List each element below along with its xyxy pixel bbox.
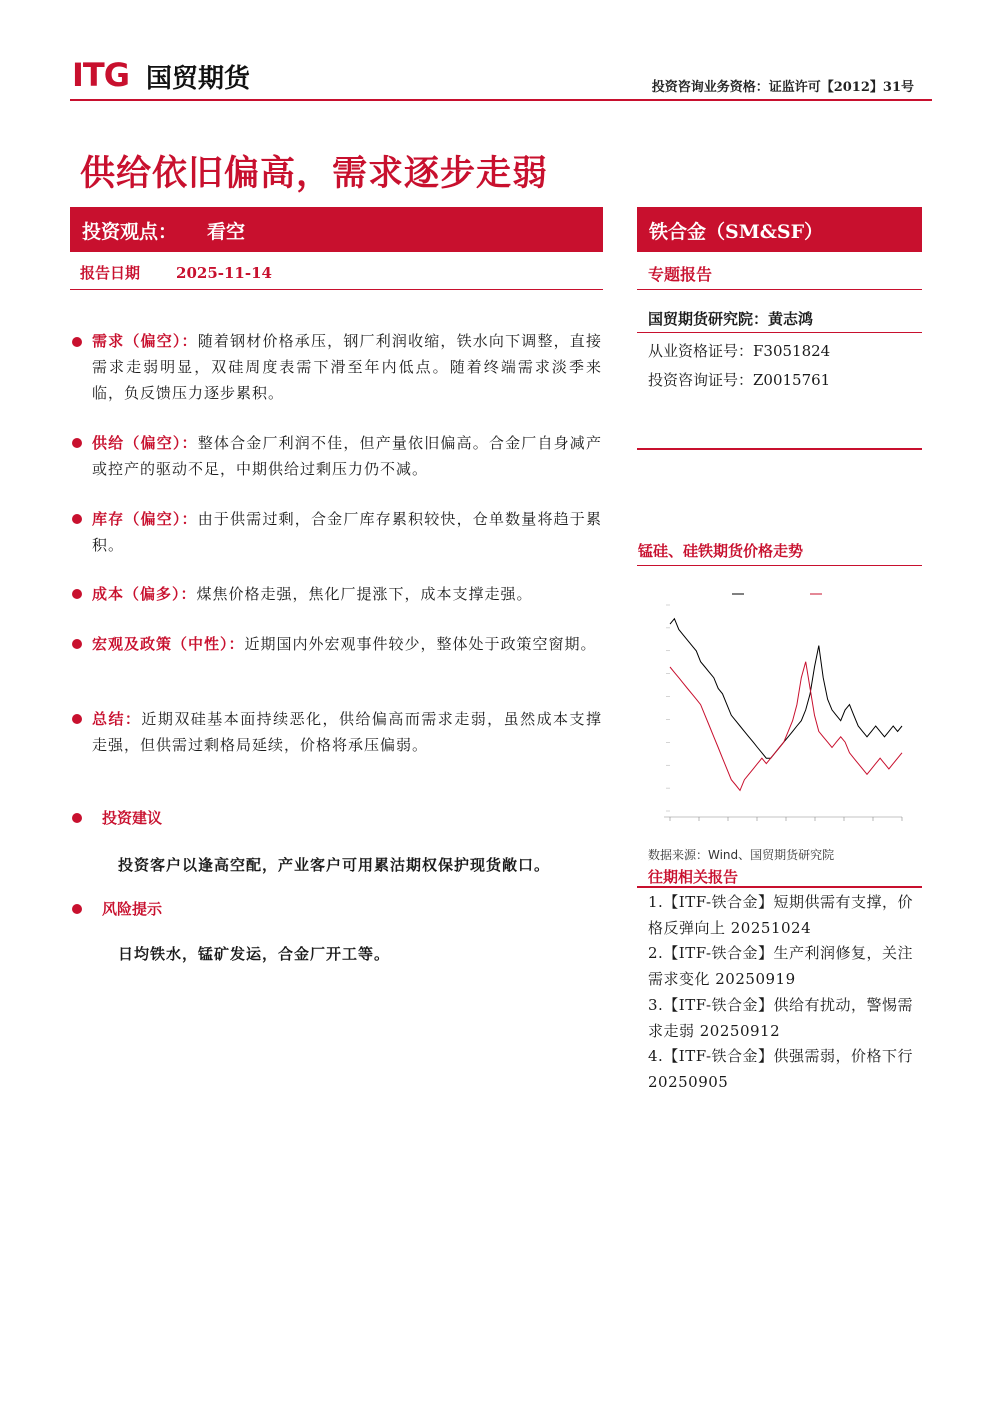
bullet-icon (72, 514, 82, 524)
date-divider (70, 289, 603, 290)
investment-view-value: 看空 (207, 221, 246, 243)
bullet-icon (72, 589, 82, 599)
price-chart-svg (640, 575, 922, 840)
chart-title-divider (637, 565, 922, 566)
license-text: 投资咨询业务资格：证监许可【2012】31号 (651, 80, 914, 95)
header-divider (70, 99, 932, 101)
report-type-divider (637, 289, 922, 290)
chart-source: 数据来源：Wind、国贸期货研究院 (648, 848, 835, 862)
report-type: 专题报告 (648, 265, 713, 284)
point-label: 库存（偏空）： (92, 510, 198, 528)
related-report-item[interactable]: 2.【ITF-铁合金】生产利润修复，关注需求变化 20250919 (648, 944, 914, 989)
cert-consult: 投资咨询证号：Z0015761 (648, 371, 831, 389)
bullet-icon (72, 639, 82, 649)
point-label: 需求（偏空）： (92, 332, 198, 350)
point-text: 由于供需过剩，合金厂库存累积较快，仓单数量将趋于累积。 (92, 510, 602, 554)
report-date-label: 报告日期 (80, 264, 141, 282)
bullet-icon (72, 813, 82, 823)
point-label: 供给（偏空）： (92, 434, 198, 452)
related-report-item[interactable]: 3.【ITF-铁合金】供给有扰动，警惕需求走弱 20250912 (648, 995, 914, 1040)
investment-view-label: 投资观点： (82, 221, 178, 243)
point-summary (92, 706, 602, 758)
point-text: 煤焦价格走强，焦化厂提涨下，成本支撑走强。 (196, 585, 533, 603)
related-reports-list (648, 890, 914, 1096)
price-chart (640, 575, 922, 840)
point-label: 成本（偏多）： (92, 585, 197, 603)
point-text: 近期国内外宏观事件较少，整体处于政策空窗期。 (244, 635, 597, 653)
point-demand (92, 328, 602, 406)
risk-heading: 风险提示 (102, 900, 163, 918)
bullet-icon (72, 714, 82, 724)
related-reports-title: 往期相关报告 (648, 868, 739, 886)
advice-text: 投资客户以逢高空配，产业客户可用累沽期权保护现货敞口。 (118, 856, 551, 874)
point-inventory (92, 506, 602, 558)
analyst-divider (637, 332, 922, 333)
bullet-icon (72, 438, 82, 448)
point-text: 整体合金厂利润不佳，但产量依旧偏高。合金厂自身减产或控产的驱动不足，中期供给过剩压力仍不减。 (92, 434, 602, 478)
point-label: 总结： (92, 710, 142, 728)
analyst-name: 国贸期货研究院：黄志鸿 (648, 310, 814, 328)
bullet-icon (72, 904, 82, 914)
point-label: 宏观及政策（中性）： (92, 635, 245, 653)
risk-text: 日均铁水，锰矿发运，合金厂开工等。 (118, 945, 391, 963)
chart-title: 锰硅、硅铁期货价格走势 (638, 542, 804, 560)
investment-view-bar (70, 207, 603, 252)
point-cost (92, 581, 602, 607)
advice-heading: 投资建议 (102, 809, 163, 827)
series-line-2 (670, 662, 902, 791)
report-date (80, 262, 272, 283)
product-bar: 铁合金（SM&SF） (637, 207, 922, 252)
logo-itg: ITG (72, 56, 129, 94)
report-title: 供给依旧偏高，需求逐步走弱 (80, 153, 549, 194)
report-date-value: 2025-11-14 (176, 264, 272, 282)
bullet-icon (72, 337, 82, 347)
point-text: 随着钢材价格承压，钢厂利润收缩，铁水向下调整，直接需求走弱明显，双硅周度表需下滑至年内低点。随着终端需求淡季来临，负反馈压力逐步累积。 (92, 332, 602, 402)
point-text: 近期双硅基本面持续恶化，供给偏高而需求走弱，虽然成本支撑走强，但供需过剩格局延续，价格将承压偏弱。 (92, 710, 602, 754)
related-divider (637, 886, 922, 888)
cert-practice: 从业资格证号：F3051824 (648, 342, 831, 360)
related-report-item[interactable]: 1.【ITF-铁合金】短期供需有支撑，价格反弹向上 20251024 (648, 893, 914, 937)
logo-company-name: 国贸期货 (146, 64, 251, 94)
point-macro (92, 631, 602, 657)
sidebar-divider (637, 448, 922, 450)
related-report-item[interactable]: 4.【ITF-铁合金】供强需弱，价格下行 20250905 (648, 1047, 914, 1091)
point-supply (92, 430, 602, 482)
